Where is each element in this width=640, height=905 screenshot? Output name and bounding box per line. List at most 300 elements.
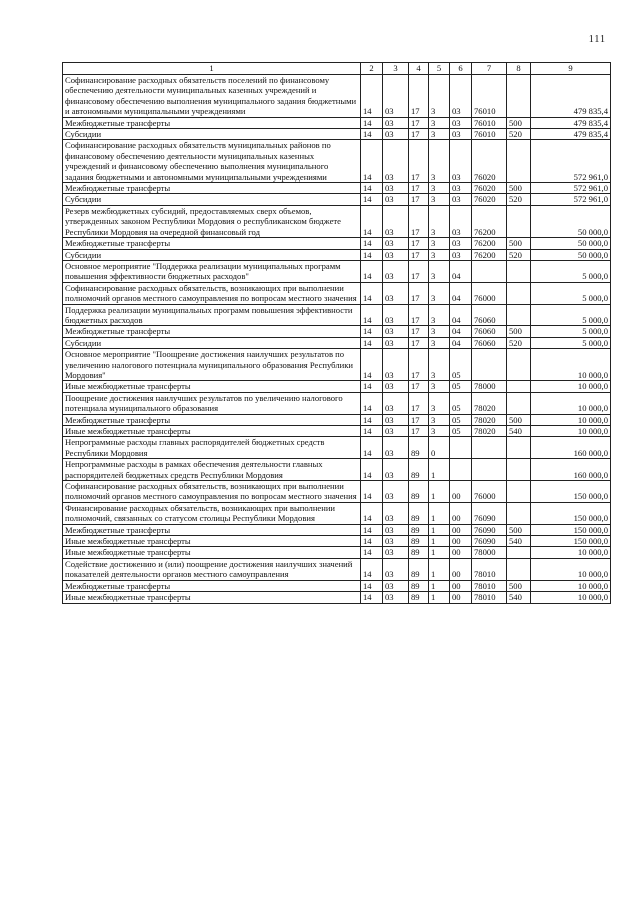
row-name: Межбюджетные трансферты: [63, 524, 361, 535]
budget-table: [62, 62, 611, 604]
code-gov: 14: [361, 524, 383, 535]
code-direction: [472, 437, 507, 459]
row-sum: 5 000,0: [531, 326, 611, 337]
table-row: [63, 326, 611, 337]
column-header: 9: [531, 63, 611, 75]
row-sum: 10 000,0: [531, 426, 611, 437]
row-sum: 5 000,0: [531, 337, 611, 348]
table-row: [63, 194, 611, 205]
code-direction: 78020: [472, 392, 507, 414]
code-direction: 78010: [472, 592, 507, 603]
code-direction: [472, 349, 507, 381]
code-section: 03: [383, 524, 409, 535]
code-gov: 14: [361, 437, 383, 459]
code-section: 03: [383, 459, 409, 481]
code-gov: 14: [361, 304, 383, 326]
code-expense-type: 500: [507, 580, 531, 591]
code-event: 00: [450, 481, 472, 503]
code-subprogram: 3: [429, 75, 450, 118]
code-direction: 76020: [472, 194, 507, 205]
column-header: 1: [63, 63, 361, 75]
code-section: 03: [383, 381, 409, 392]
row-name: Межбюджетные трансферты: [63, 326, 361, 337]
code-subprogram: 3: [429, 205, 450, 237]
code-gov: 14: [361, 238, 383, 249]
code-program: 17: [409, 260, 429, 282]
table-row: [63, 129, 611, 140]
row-sum: 5 000,0: [531, 304, 611, 326]
code-section: 03: [383, 536, 409, 547]
code-gov: 14: [361, 183, 383, 194]
code-section: 03: [383, 249, 409, 260]
code-event: 04: [450, 326, 472, 337]
code-program: 17: [409, 414, 429, 425]
row-sum: 572 961,0: [531, 183, 611, 194]
code-event: 05: [450, 414, 472, 425]
code-section: 03: [383, 437, 409, 459]
code-gov: 14: [361, 337, 383, 348]
table-row: [63, 437, 611, 459]
row-sum: 5 000,0: [531, 282, 611, 304]
code-gov: 14: [361, 282, 383, 304]
code-expense-type: [507, 205, 531, 237]
code-program: 17: [409, 205, 429, 237]
code-event: 03: [450, 75, 472, 118]
code-event: 05: [450, 349, 472, 381]
code-event: 00: [450, 547, 472, 558]
code-program: 17: [409, 140, 429, 183]
code-section: 03: [383, 260, 409, 282]
table-row: [63, 183, 611, 194]
code-event: 03: [450, 117, 472, 128]
code-gov: 14: [361, 580, 383, 591]
row-name: Межбюджетные трансферты: [63, 580, 361, 591]
code-section: 03: [383, 592, 409, 603]
code-gov: 14: [361, 260, 383, 282]
table-row: [63, 547, 611, 558]
code-subprogram: 3: [429, 194, 450, 205]
code-direction: 76200: [472, 238, 507, 249]
code-expense-type: [507, 502, 531, 524]
row-sum: 150 000,0: [531, 536, 611, 547]
code-expense-type: 540: [507, 592, 531, 603]
code-program: 89: [409, 580, 429, 591]
code-gov: 14: [361, 481, 383, 503]
code-program: 17: [409, 337, 429, 348]
table-row: [63, 580, 611, 591]
code-program: 17: [409, 129, 429, 140]
row-name: Иные межбюджетные трансферты: [63, 381, 361, 392]
row-name: Межбюджетные трансферты: [63, 414, 361, 425]
code-gov: 14: [361, 326, 383, 337]
row-name: Резерв межбюджетных субсидий, предоставляемых сверх объемов, утвержденных законом Республики Мордовия о республиканском бюджете Республики Мордовия на очередной финансовый год: [63, 205, 361, 237]
code-gov: 14: [361, 502, 383, 524]
row-name: Поддержка реализации муниципальных программ повышения эффективности бюджетных расходов: [63, 304, 361, 326]
row-sum: 10 000,0: [531, 547, 611, 558]
row-name: Непрограммные расходы в рамках обеспечения деятельности главных распорядителей бюджетных средств Республики Мордовия: [63, 459, 361, 481]
code-direction: 76020: [472, 140, 507, 183]
code-gov: 14: [361, 592, 383, 603]
code-subprogram: 1: [429, 580, 450, 591]
code-subprogram: 3: [429, 249, 450, 260]
code-direction: 76060: [472, 337, 507, 348]
code-program: 89: [409, 524, 429, 535]
code-expense-type: [507, 437, 531, 459]
code-section: 03: [383, 392, 409, 414]
table-row: [63, 282, 611, 304]
code-program: 17: [409, 183, 429, 194]
row-sum: 10 000,0: [531, 414, 611, 425]
row-sum: 150 000,0: [531, 481, 611, 503]
code-event: [450, 459, 472, 481]
code-event: 05: [450, 426, 472, 437]
row-sum: 150 000,0: [531, 502, 611, 524]
code-section: 03: [383, 140, 409, 183]
code-subprogram: 1: [429, 459, 450, 481]
code-subprogram: 3: [429, 282, 450, 304]
code-section: 03: [383, 326, 409, 337]
code-event: 00: [450, 502, 472, 524]
row-sum: 10 000,0: [531, 381, 611, 392]
code-expense-type: 500: [507, 326, 531, 337]
column-header: 6: [450, 63, 472, 75]
code-event: [450, 437, 472, 459]
column-header: 5: [429, 63, 450, 75]
code-event: 04: [450, 337, 472, 348]
code-expense-type: [507, 558, 531, 580]
code-subprogram: 1: [429, 536, 450, 547]
code-direction: 76200: [472, 205, 507, 237]
table-row: [63, 349, 611, 381]
code-subprogram: 3: [429, 117, 450, 128]
code-event: 05: [450, 392, 472, 414]
code-subprogram: 3: [429, 183, 450, 194]
code-program: 17: [409, 194, 429, 205]
code-subprogram: 1: [429, 524, 450, 535]
code-gov: 14: [361, 392, 383, 414]
table-row: [63, 249, 611, 260]
row-name: Субсидии: [63, 129, 361, 140]
code-section: 03: [383, 502, 409, 524]
table-row: [63, 524, 611, 535]
code-event: 03: [450, 249, 472, 260]
code-program: 17: [409, 349, 429, 381]
row-sum: 50 000,0: [531, 238, 611, 249]
code-section: 03: [383, 129, 409, 140]
code-direction: [472, 260, 507, 282]
code-direction: 78020: [472, 414, 507, 425]
row-sum: 160 000,0: [531, 437, 611, 459]
row-sum: 10 000,0: [531, 349, 611, 381]
code-direction: 76020: [472, 183, 507, 194]
code-program: 17: [409, 426, 429, 437]
code-expense-type: [507, 140, 531, 183]
row-sum: 10 000,0: [531, 558, 611, 580]
code-direction: 76060: [472, 326, 507, 337]
table-row: [63, 75, 611, 118]
table-row: [63, 381, 611, 392]
code-gov: 14: [361, 194, 383, 205]
row-name: Софинансирование расходных обязательств муниципальных районов по финансовому обеспечению деятельности муниципальных казенных учреждений и финансовому обеспечению выполнения муниципального задания бюджетными и автономными муниципальными учреждениями: [63, 140, 361, 183]
code-event: 00: [450, 592, 472, 603]
code-direction: 76000: [472, 282, 507, 304]
code-subprogram: 1: [429, 481, 450, 503]
code-direction: 76060: [472, 304, 507, 326]
code-gov: 14: [361, 140, 383, 183]
code-section: 03: [383, 205, 409, 237]
code-expense-type: [507, 260, 531, 282]
code-program: 17: [409, 304, 429, 326]
table-row: [63, 459, 611, 481]
row-name: Основное мероприятие "Поощрение достижения наилучших результатов по увеличению налогового потенциала муниципального образования Республики Мордовия": [63, 349, 361, 381]
code-program: 89: [409, 558, 429, 580]
code-event: 03: [450, 140, 472, 183]
table-row: [63, 558, 611, 580]
table-header-row: [63, 63, 611, 75]
table-row: [63, 426, 611, 437]
table-row: [63, 117, 611, 128]
code-section: 03: [383, 238, 409, 249]
code-expense-type: [507, 75, 531, 118]
row-name: Софинансирование расходных обязательств, возникающих при выполнении полномочий органов местного самоуправления по вопросам местного значения: [63, 282, 361, 304]
code-expense-type: 520: [507, 337, 531, 348]
column-header: 2: [361, 63, 383, 75]
code-subprogram: 3: [429, 260, 450, 282]
code-expense-type: [507, 349, 531, 381]
code-section: 03: [383, 304, 409, 326]
row-name: Субсидии: [63, 249, 361, 260]
code-program: 89: [409, 459, 429, 481]
row-name: Иные межбюджетные трансферты: [63, 426, 361, 437]
row-name: Поощрение достижения наилучших результатов по увеличению налогового потенциала муниципального образования: [63, 392, 361, 414]
row-name: Субсидии: [63, 194, 361, 205]
code-subprogram: 3: [429, 140, 450, 183]
code-direction: 76090: [472, 502, 507, 524]
code-expense-type: 520: [507, 129, 531, 140]
code-gov: 14: [361, 205, 383, 237]
code-gov: 14: [361, 536, 383, 547]
code-expense-type: 520: [507, 249, 531, 260]
code-gov: 14: [361, 117, 383, 128]
code-section: 03: [383, 426, 409, 437]
code-gov: 14: [361, 547, 383, 558]
table-row: [63, 238, 611, 249]
code-event: 03: [450, 129, 472, 140]
code-event: 04: [450, 282, 472, 304]
table-row: [63, 260, 611, 282]
code-gov: 14: [361, 426, 383, 437]
code-program: 17: [409, 75, 429, 118]
code-gov: 14: [361, 414, 383, 425]
code-subprogram: 1: [429, 502, 450, 524]
code-program: 89: [409, 547, 429, 558]
code-event: 03: [450, 205, 472, 237]
page-number: 111: [588, 34, 606, 45]
code-subprogram: 1: [429, 558, 450, 580]
code-section: 03: [383, 558, 409, 580]
code-event: 00: [450, 558, 472, 580]
code-event: 00: [450, 580, 472, 591]
row-sum: 479 835,4: [531, 117, 611, 128]
table-row: [63, 414, 611, 425]
code-program: 89: [409, 502, 429, 524]
code-event: 04: [450, 304, 472, 326]
code-section: 03: [383, 117, 409, 128]
code-expense-type: 500: [507, 414, 531, 425]
code-program: 17: [409, 381, 429, 392]
code-section: 03: [383, 580, 409, 591]
code-expense-type: [507, 381, 531, 392]
row-sum: 5 000,0: [531, 260, 611, 282]
code-expense-type: 500: [507, 117, 531, 128]
row-name: Софинансирование расходных обязательств, возникающих при выполнении полномочий органов местного самоуправления по вопросам местного значения: [63, 481, 361, 503]
row-sum: 160 000,0: [531, 459, 611, 481]
code-program: 17: [409, 117, 429, 128]
table-row: [63, 205, 611, 237]
code-event: 00: [450, 536, 472, 547]
code-section: 03: [383, 194, 409, 205]
code-program: 89: [409, 592, 429, 603]
code-subprogram: 3: [429, 326, 450, 337]
table-row: [63, 481, 611, 503]
code-gov: 14: [361, 558, 383, 580]
row-sum: 150 000,0: [531, 524, 611, 535]
code-subprogram: 3: [429, 381, 450, 392]
row-sum: 479 835,4: [531, 129, 611, 140]
code-expense-type: 500: [507, 183, 531, 194]
code-gov: 14: [361, 349, 383, 381]
code-subprogram: 3: [429, 426, 450, 437]
code-section: 03: [383, 349, 409, 381]
row-name: Субсидии: [63, 337, 361, 348]
row-name: Содействие достижению и (или) поощрение достижения наилучших значений показателей деятельности органов местного самоуправления: [63, 558, 361, 580]
code-direction: 78010: [472, 558, 507, 580]
code-event: 05: [450, 381, 472, 392]
code-section: 03: [383, 337, 409, 348]
code-subprogram: 0: [429, 437, 450, 459]
code-direction: 76010: [472, 117, 507, 128]
code-section: 03: [383, 282, 409, 304]
row-sum: 50 000,0: [531, 205, 611, 237]
code-subprogram: 3: [429, 337, 450, 348]
code-event: 03: [450, 183, 472, 194]
code-program: 17: [409, 249, 429, 260]
table-row: [63, 592, 611, 603]
code-direction: 76090: [472, 536, 507, 547]
row-sum: 50 000,0: [531, 249, 611, 260]
column-header: 4: [409, 63, 429, 75]
row-name: Межбюджетные трансферты: [63, 183, 361, 194]
code-subprogram: 1: [429, 592, 450, 603]
code-direction: 78000: [472, 547, 507, 558]
code-direction: 78010: [472, 580, 507, 591]
code-expense-type: [507, 282, 531, 304]
row-sum: 572 961,0: [531, 140, 611, 183]
row-name: Иные межбюджетные трансферты: [63, 536, 361, 547]
code-subprogram: 3: [429, 392, 450, 414]
code-program: 17: [409, 392, 429, 414]
code-program: 17: [409, 238, 429, 249]
code-event: 03: [450, 194, 472, 205]
row-name: Межбюджетные трансферты: [63, 238, 361, 249]
code-subprogram: 3: [429, 349, 450, 381]
code-gov: 14: [361, 129, 383, 140]
row-sum: 10 000,0: [531, 592, 611, 603]
code-direction: 76010: [472, 75, 507, 118]
code-program: 17: [409, 326, 429, 337]
code-subprogram: 3: [429, 414, 450, 425]
code-program: 89: [409, 437, 429, 459]
code-gov: 14: [361, 459, 383, 481]
row-name: Непрограммные расходы главных распорядителей бюджетных средств Республики Мордовия: [63, 437, 361, 459]
code-expense-type: 500: [507, 238, 531, 249]
code-gov: 14: [361, 381, 383, 392]
code-direction: 76000: [472, 481, 507, 503]
row-name: Межбюджетные трансферты: [63, 117, 361, 128]
code-direction: 76200: [472, 249, 507, 260]
code-program: 17: [409, 282, 429, 304]
code-section: 03: [383, 75, 409, 118]
code-expense-type: 520: [507, 194, 531, 205]
row-name: Иные межбюджетные трансферты: [63, 547, 361, 558]
code-expense-type: 540: [507, 426, 531, 437]
code-section: 03: [383, 481, 409, 503]
row-sum: 10 000,0: [531, 580, 611, 591]
column-header: 7: [472, 63, 507, 75]
code-expense-type: [507, 481, 531, 503]
table-row: [63, 337, 611, 348]
table-row: [63, 536, 611, 547]
code-program: 89: [409, 536, 429, 547]
code-expense-type: [507, 304, 531, 326]
code-section: 03: [383, 183, 409, 194]
row-name: Основное мероприятие "Поддержка реализации муниципальных программ повышения эффективности бюджетных расходов": [63, 260, 361, 282]
code-direction: 76090: [472, 524, 507, 535]
row-name: Софинансирование расходных обязательств поселений по финансовому обеспечению деятельности муниципальных казенных учреждений и финансовому обеспечению выполнения муниципального задания бюджетными и автономными муниципальными учреждениями: [63, 75, 361, 118]
code-expense-type: [507, 392, 531, 414]
row-sum: 572 961,0: [531, 194, 611, 205]
code-gov: 14: [361, 249, 383, 260]
code-event: 03: [450, 238, 472, 249]
code-direction: 78020: [472, 426, 507, 437]
code-section: 03: [383, 547, 409, 558]
row-name: Финансирование расходных обязательств, возникающих при выполнении полномочий, связанных со статусом столицы Республики Мордовия: [63, 502, 361, 524]
code-subprogram: 3: [429, 129, 450, 140]
code-expense-type: [507, 459, 531, 481]
row-sum: 479 835,4: [531, 75, 611, 118]
column-header: 3: [383, 63, 409, 75]
code-direction: 78000: [472, 381, 507, 392]
row-name: Иные межбюджетные трансферты: [63, 592, 361, 603]
code-subprogram: 3: [429, 238, 450, 249]
table-body: [63, 75, 611, 604]
table-row: [63, 304, 611, 326]
code-direction: 76010: [472, 129, 507, 140]
code-section: 03: [383, 414, 409, 425]
code-subprogram: 1: [429, 547, 450, 558]
code-event: 00: [450, 524, 472, 535]
code-gov: 14: [361, 75, 383, 118]
code-expense-type: [507, 547, 531, 558]
code-event: 04: [450, 260, 472, 282]
table-row: [63, 392, 611, 414]
column-header: 8: [507, 63, 531, 75]
table-row: [63, 502, 611, 524]
table-row: [63, 140, 611, 183]
code-subprogram: 3: [429, 304, 450, 326]
code-expense-type: 500: [507, 524, 531, 535]
code-program: 89: [409, 481, 429, 503]
